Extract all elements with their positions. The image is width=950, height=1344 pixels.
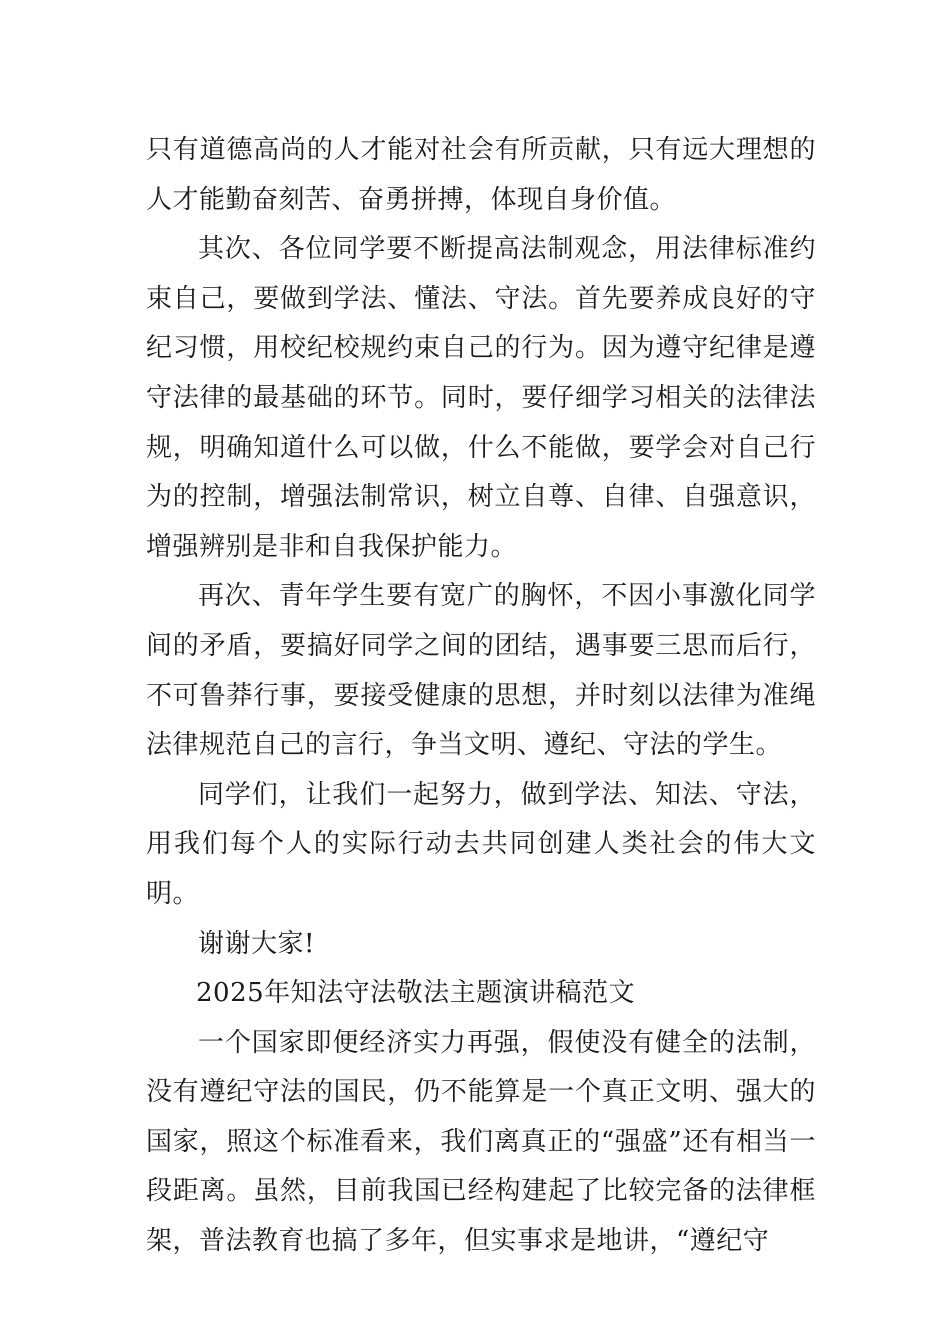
paragraph-call-to-action: 同学们，让我们一起努力，做到学法、知法、守法，用我们每个人的实际行动去共同创建人类社会的伟大文明。 (146, 779, 816, 909)
paragraph-thanks: 谢谢大家! (198, 928, 315, 959)
paragraph-third-point: 再次、青年学生要有宽广的胸怀，不因小事激化同学间的矛盾，要搞好同学之间的团结，遇事要三思而后行，不可鲁莽行事，要接受健康的思想，并时刻以法律为准绳法律规范自己的言行，争当文明、遵纪、守法的学生。 (146, 581, 816, 761)
paragraph-new-speech-intro: 一个国家即便经济实力再强，假使没有健全的法制，没有遵纪守法的国民，仍不能算是一个真正文明、强大的国家，照这个标准看来，我们离真正的“强盛”还有相当一段距离。虽然，目前我国已经构建起了比较完备的法律框架，普法教育也搞了多年，但实事求是地讲，“遵纪守 (146, 1027, 816, 1257)
section-title: 2025年知法守法敬法主题演讲稿范文 (196, 978, 636, 1009)
paragraph-second-point: 其次、各位同学要不断提高法制观念，用法律标准约束自己，要做到学法、懂法、守法。首先要养成良好的守纪习惯，用校纪校规约束自己的行为。因为遵守纪律是遵守法律的最基础的环节。同时，要仔细学习相关的法律法规，明确知道什么可以做，什么不能做，要学会对自己行为的控制，增强法制常识，树立自尊、自律、自强意识，增强辨别是非和自我保护能力。 (146, 234, 816, 562)
document-body (146, 126, 816, 1267)
paragraph-continuation: 只有道德高尚的人才能对社会有所贡献，只有远大理想的人才能勤奋刻苦、奋勇拼搏，体现自身价值。 (146, 135, 816, 215)
